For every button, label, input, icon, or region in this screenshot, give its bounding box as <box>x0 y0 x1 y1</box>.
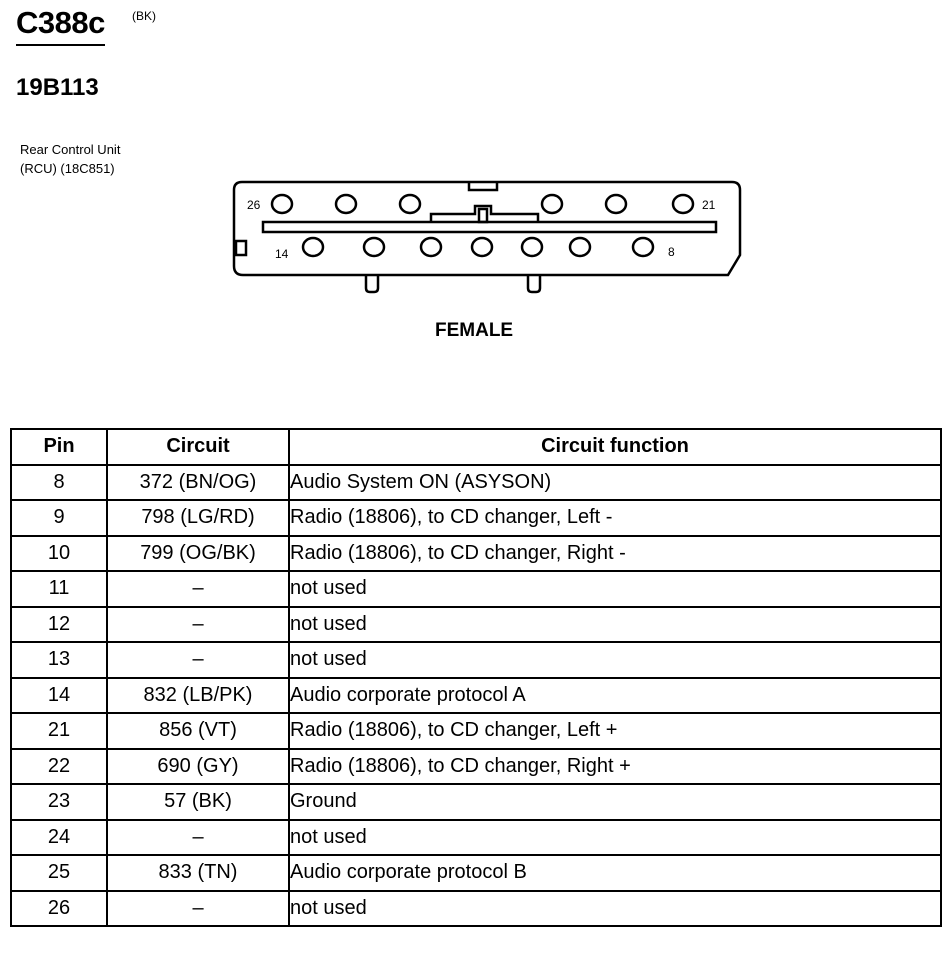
circuit-cell: 57 (BK) <box>107 784 289 820</box>
connector-id: C388c <box>16 4 105 46</box>
circuit-cell: 856 (VT) <box>107 713 289 749</box>
table-row <box>11 749 941 785</box>
center-notch <box>479 209 487 222</box>
circuit-cell: 799 (OG/BK) <box>107 536 289 572</box>
circuit-cell: 798 (LG/RD) <box>107 500 289 536</box>
pin-cavity <box>272 195 292 213</box>
pin-cell: 23 <box>11 784 107 820</box>
header-circuit: Circuit <box>107 429 289 465</box>
pin-cell: 9 <box>11 500 107 536</box>
part-number: 19B113 <box>16 74 99 101</box>
pin-label-bottom-left: 14 <box>275 247 289 261</box>
circuit-cell: 833 (TN) <box>107 855 289 891</box>
left-latch <box>236 241 246 255</box>
table-body <box>11 465 941 927</box>
pin-label-top-right: 21 <box>702 198 716 212</box>
pin-cavity <box>472 238 492 256</box>
pin-table <box>10 428 942 927</box>
connector-color: (BK) <box>132 9 156 23</box>
function-cell: not used <box>289 607 941 643</box>
pin-cell: 12 <box>11 607 107 643</box>
table-row <box>11 607 941 643</box>
connector-housing <box>234 182 740 275</box>
pin-cavity <box>400 195 420 213</box>
pin-cavity <box>570 238 590 256</box>
function-cell: Radio (18806), to CD changer, Left + <box>289 713 941 749</box>
pin-cavity <box>673 195 693 213</box>
circuit-cell: – <box>107 820 289 856</box>
pin-cavity <box>336 195 356 213</box>
pin-cell: 25 <box>11 855 107 891</box>
table-row <box>11 784 941 820</box>
pin-cell: 21 <box>11 713 107 749</box>
function-cell: Audio corporate protocol A <box>289 678 941 714</box>
pin-cell: 24 <box>11 820 107 856</box>
table-row <box>11 465 941 501</box>
peg-left <box>366 275 378 292</box>
table-header-row <box>11 429 941 465</box>
table-row <box>11 571 941 607</box>
unit-label-line1: Rear Control Unit <box>20 142 121 157</box>
circuit-cell: – <box>107 891 289 927</box>
function-cell: not used <box>289 891 941 927</box>
pin-cell: 10 <box>11 536 107 572</box>
table-row <box>11 500 941 536</box>
function-cell: not used <box>289 642 941 678</box>
gender-label: FEMALE <box>435 320 514 341</box>
circuit-cell: – <box>107 571 289 607</box>
circuit-cell: – <box>107 642 289 678</box>
peg-right <box>528 275 540 292</box>
circuit-cell: – <box>107 607 289 643</box>
pin-cavity <box>303 238 323 256</box>
header-pin: Pin <box>11 429 107 465</box>
pin-cell: 13 <box>11 642 107 678</box>
divider-bar <box>263 222 716 232</box>
function-cell: Radio (18806), to CD changer, Right + <box>289 749 941 785</box>
table-row <box>11 713 941 749</box>
pin-label-bottom-right: 8 <box>668 245 675 259</box>
unit-label-line2: (RCU) (18C851) <box>20 161 115 176</box>
pin-cavity <box>522 238 542 256</box>
pin-cavity <box>421 238 441 256</box>
pin-cell: 8 <box>11 465 107 501</box>
pin-cavity <box>542 195 562 213</box>
table-row <box>11 642 941 678</box>
function-cell: Audio corporate protocol B <box>289 855 941 891</box>
connector-diagram <box>0 0 951 320</box>
function-cell: Audio System ON (ASYSON) <box>289 465 941 501</box>
pin-cell: 26 <box>11 891 107 927</box>
circuit-cell: 690 (GY) <box>107 749 289 785</box>
circuit-cell: 832 (LB/PK) <box>107 678 289 714</box>
function-cell: not used <box>289 571 941 607</box>
function-cell: Radio (18806), to CD changer, Left - <box>289 500 941 536</box>
header-circuit-function: Circuit function <box>289 429 941 465</box>
circuit-cell: 372 (BN/OG) <box>107 465 289 501</box>
pin-cell: 22 <box>11 749 107 785</box>
table-row <box>11 820 941 856</box>
pin-cell: 14 <box>11 678 107 714</box>
table-row <box>11 536 941 572</box>
pin-cavity <box>364 238 384 256</box>
table-row <box>11 678 941 714</box>
pin-cell: 11 <box>11 571 107 607</box>
function-cell: Ground <box>289 784 941 820</box>
table-row <box>11 855 941 891</box>
pin-cavity <box>633 238 653 256</box>
pin-label-top-left: 26 <box>247 198 261 212</box>
function-cell: Radio (18806), to CD changer, Right - <box>289 536 941 572</box>
table-row <box>11 891 941 927</box>
function-cell: not used <box>289 820 941 856</box>
pin-cavity <box>606 195 626 213</box>
